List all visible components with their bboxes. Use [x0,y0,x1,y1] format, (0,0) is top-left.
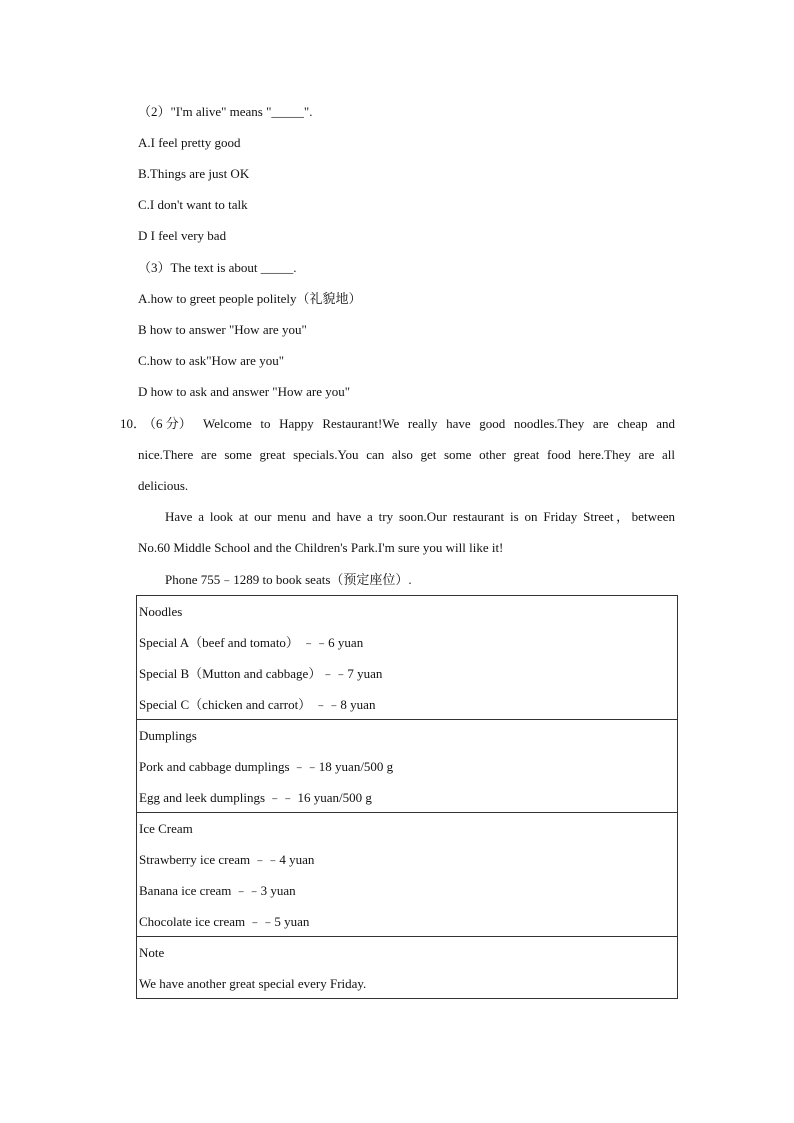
menu-section-title: Ice Cream [139,821,193,836]
option-9-3-a: A.how to greet people politely（礼貌地） [138,291,362,306]
menu-section-note [137,937,677,998]
menu-section-title: Noodles [139,604,183,619]
menu-item: Special C（chicken and carrot） ﹣﹣8 yuan [139,697,376,712]
question-10-phone: Phone 755﹣1289 to book seats（预定座位）. [165,572,412,587]
menu-item: Egg and leek dumplings ﹣﹣ 16 yuan/500 g [139,790,372,805]
option-9-2-b: B.Things are just OK [138,166,250,181]
question-9-3-prompt: （3）The text is about _____. [138,260,297,275]
question-10-para2-line1: Have a look at our menu and have a try soon.Our restaurant is on Friday Street，between [165,509,675,524]
option-9-3-c: C.how to ask"How are you" [138,353,285,368]
menu-note-text: We have another great special every Friday. [139,976,367,991]
option-9-2-c: C.I don't want to talk [138,197,248,212]
menu-section-title: Dumplings [139,728,197,743]
menu-item: Strawberry ice cream ﹣﹣4 yuan [139,852,315,867]
menu-item: Special A（beef and tomato） ﹣﹣6 yuan [139,635,364,650]
menu-section-title: Note [139,945,165,960]
question-10-para1-line2: nice.There are some great specials.You can also get some other great food here.They are all [138,447,675,462]
menu-item: Chocolate ice cream ﹣﹣5 yuan [139,914,310,929]
question-10-para2-line2: No.60 Middle School and the Children's Park.I'm sure you will like it! [138,540,504,555]
menu-table [136,595,678,999]
menu-section-dumplings [137,720,677,813]
question-10-points: （6 分） [143,416,192,431]
option-9-3-d: D how to ask and answer "How are you" [138,384,351,399]
question-10-number: 10． [120,416,147,431]
menu-item: Pork and cabbage dumplings ﹣﹣18 yuan/500 g [139,759,394,774]
question-9-2-prompt: （2）"I'm alive" means "_____". [138,104,313,119]
question-10-para1-line3: delicious. [138,478,189,493]
option-9-2-d: D I feel very bad [138,228,227,243]
menu-item: Banana ice cream ﹣﹣3 yuan [139,883,296,898]
menu-item: Special B（Mutton and cabbage）﹣﹣7 yuan [139,666,383,681]
question-10-para1-line1: Welcome to Happy Restaurant!We really have good noodles.They are cheap and [203,416,675,431]
option-9-3-b: B how to answer "How are you" [138,322,307,337]
menu-section-ice-cream [137,813,677,937]
option-9-2-a: A.I feel pretty good [138,135,241,150]
menu-section-noodles [137,596,677,720]
